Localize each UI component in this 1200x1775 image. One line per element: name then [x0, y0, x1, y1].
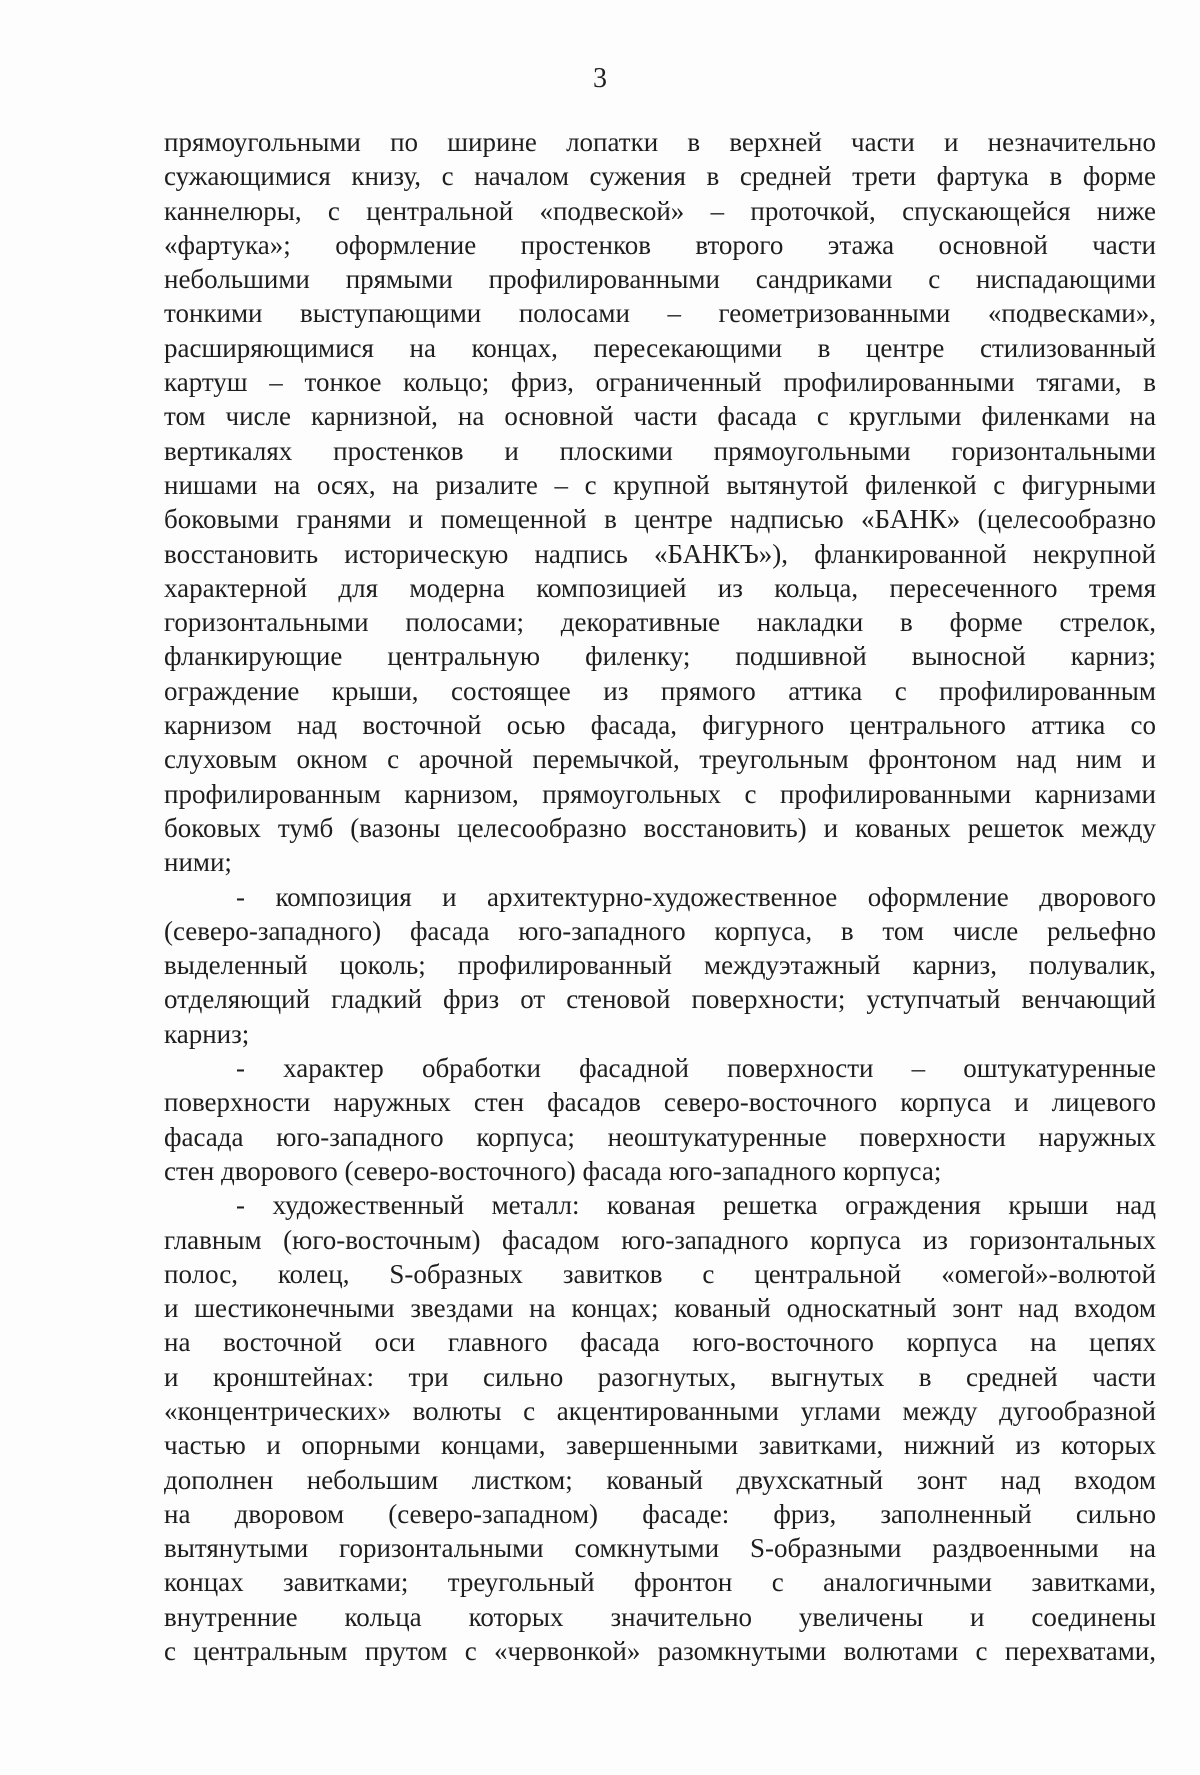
- text-line: боковыми гранями и помещенной в центре надписью «БАНК» (целесообразно: [164, 504, 1156, 535]
- text-line: - художественный металл: кованая решетка ограждения крыши над: [236, 1190, 1156, 1221]
- text-line: «концентрических» волюты с акцентированными углами между дугообразной: [164, 1395, 1156, 1426]
- text-line: отделяющий гладкий фриз от стеновой поверхности; уступчатый венчающий: [164, 984, 1156, 1015]
- text-line: расширяющимися на концах, пересекающими в центре стилизованный: [164, 332, 1156, 363]
- text-line: горизонтальными полосами; декоративные накладки в форме стрелок,: [164, 607, 1156, 638]
- paragraph: [164, 125, 1156, 880]
- text-line: том числе карнизной, на основной части фасада с круглыми филенками на: [164, 401, 1156, 432]
- paragraph: [164, 880, 1156, 1051]
- text-line: фасада юго-западного корпуса; неоштукатуренные поверхности наружных: [164, 1121, 1156, 1152]
- text-line: карниз;: [164, 1018, 250, 1049]
- text-line: нишами на осях, на ризалите – с крупной вытянутой филенкой с фигурными: [164, 469, 1156, 500]
- text-line: на дворовом (северо-западном) фасаде: фриз, заполненный сильно: [164, 1498, 1156, 1529]
- text-line: дополнен небольшим листком; кованый двухскатный зонт над входом: [164, 1464, 1156, 1495]
- text-line: каннелюры, с центральной «подвеской» – проточкой, спускающейся ниже: [164, 195, 1156, 226]
- body-text: [164, 125, 1156, 1668]
- text-line: слуховым окном с арочной перемычкой, треугольным фронтоном над ним и: [164, 744, 1156, 775]
- text-line: сужающимися книзу, с началом сужения в средней трети фартука в форме: [164, 161, 1156, 192]
- text-line: концах завитками; треугольный фронтон с аналогичными завитками,: [164, 1567, 1156, 1598]
- paragraph: [164, 1051, 1156, 1188]
- text-line: фланкирующие центральную филенку; подшивной выносной карниз;: [164, 641, 1156, 672]
- text-line: частью и опорными концами, завершенными завитками, нижний из которых: [164, 1430, 1156, 1461]
- text-line: полос, колец, S-образных завитков с центральной «омегой»-волютой: [164, 1258, 1156, 1289]
- text-line: небольшими прямыми профилированными сандриками с ниспадающими: [164, 264, 1156, 295]
- text-line: - характер обработки фасадной поверхности – оштукатуренные: [236, 1053, 1156, 1084]
- text-line: стен дворового (северо-восточного) фасада юго-западного корпуса;: [164, 1155, 942, 1186]
- paragraph: [164, 1188, 1156, 1668]
- text-line: ограждение крыши, состоящее из прямого аттика с профилированным: [164, 675, 1156, 706]
- text-line: картуш – тонкое кольцо; фриз, ограниченный профилированными тягами, в: [164, 367, 1156, 398]
- text-line: внутренние кольца которых значительно увеличены и соединены: [164, 1601, 1156, 1632]
- page-number: 3: [593, 63, 607, 94]
- text-line: (северо-западного) фасада юго-западного корпуса, в том числе рельефно: [164, 915, 1156, 946]
- text-line: характерной для модерна композицией из кольца, пересеченного тремя: [164, 572, 1156, 603]
- text-line: тонкими выступающими полосами – геометризованными «подвесками»,: [164, 298, 1156, 329]
- text-line: поверхности наружных стен фасадов северо-восточного корпуса и лицевого: [164, 1087, 1156, 1118]
- text-line: карнизом над восточной осью фасада, фигурного центрального аттика со: [164, 710, 1156, 741]
- text-line: ними;: [164, 847, 232, 878]
- text-line: и шестиконечными звездами на концах; кованый односкатный зонт над входом: [164, 1293, 1156, 1324]
- text-line: боковых тумб (вазоны целесообразно восстановить) и кованых решеток между: [164, 812, 1156, 843]
- text-line: «фартука»; оформление простенков второго этажа основной части: [164, 229, 1156, 260]
- text-line: профилированным карнизом, прямоугольных с профилированными карнизами: [164, 778, 1156, 809]
- text-line: вытянутыми горизонтальными сомкнутыми S-образными раздвоенными на: [164, 1533, 1156, 1564]
- text-line: на восточной оси главного фасада юго-восточного корпуса на цепях: [164, 1327, 1156, 1358]
- text-line: с центральным прутом с «червонкой» разомкнутыми волютами с перехватами,: [164, 1636, 1156, 1667]
- text-line: - композиция и архитектурно-художественное оформление дворового: [236, 881, 1156, 912]
- text-line: главным (юго-восточным) фасадом юго-западного корпуса из горизонтальных: [164, 1224, 1156, 1255]
- text-line: и кронштейнах: три сильно разогнутых, выгнутых в средней части: [164, 1361, 1156, 1392]
- text-line: прямоугольными по ширине лопатки в верхней части и незначительно: [164, 127, 1156, 157]
- text-line: выделенный цоколь; профилированный междуэтажный карниз, полувалик,: [164, 950, 1156, 981]
- text-line: восстановить историческую надпись «БАНКЪ»), фланкированной некрупной: [164, 538, 1156, 569]
- text-line: вертикалях простенков и плоскими прямоугольными горизонтальными: [164, 435, 1156, 466]
